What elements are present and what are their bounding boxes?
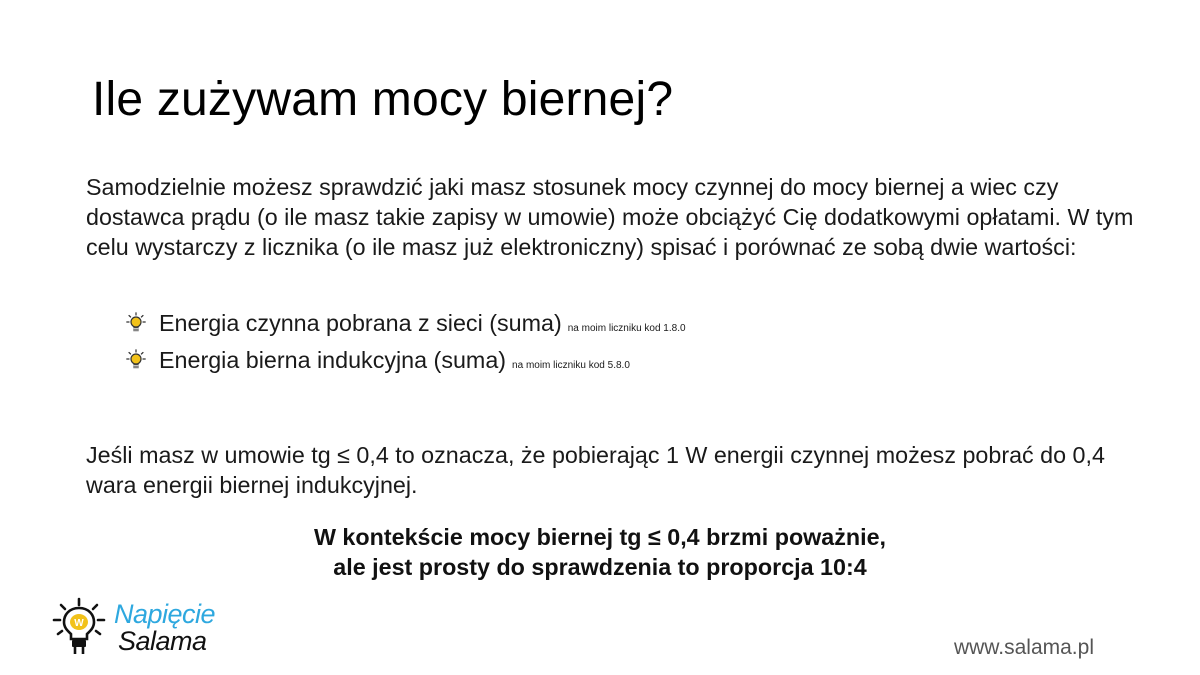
bullet-note: na moim liczniku kod 1.8.0: [567, 323, 686, 334]
emphasis-line-2: ale jest prosty do sprawdzenia to proporcja 10:4: [333, 554, 867, 580]
lightbulb-icon: [126, 349, 146, 371]
tg-explanation-paragraph: Jeśli masz w umowie tg ≤ 0,4 to oznacza, że pobierając 1 W energii czynnej możesz pobrać do 0,4 wara energii biernej indukcyjnej.: [86, 442, 1105, 498]
logo-text-napiecie: Napięcie: [114, 599, 216, 629]
brand-logo: [48, 596, 238, 660]
intro-paragraph: Samodzielnie możesz sprawdzić jaki masz stosunek mocy czynnej do mocy biernej a wiec czy dostawca prądu (o ile masz takie zapisy w umowie) może obciążyć Cię dodatkowymi opłatami. W tym celu wystarczy z licznika (o ile masz już elektroniczny) spisać i porównać ze sobą dwie wartości:: [86, 174, 1134, 260]
emphasis-line-1: W kontekście mocy biernej tg ≤ 0,4 brzmi poważnie,: [313, 524, 887, 550]
bullet-text: Energia bierna indukcyjna (suma): [159, 347, 507, 373]
bullet-list: [126, 308, 686, 382]
logo-text-salama: Salama: [118, 626, 207, 656]
bullet-text: Energia czynna pobrana z sieci (suma): [159, 310, 562, 336]
bullet-item: [126, 345, 686, 382]
lightbulb-icon: [126, 312, 146, 334]
lightbulb-plug-icon: [48, 596, 110, 660]
emphasis-text: [250, 522, 950, 582]
footer-url: www.salama.pl: [953, 636, 1094, 659]
slide-title: Ile zużywam mocy biernej?: [92, 73, 674, 126]
bullet-note: na moim liczniku kod 5.8.0: [512, 360, 630, 371]
svg-text:W: W: [74, 618, 84, 629]
bullet-item: [126, 308, 686, 345]
